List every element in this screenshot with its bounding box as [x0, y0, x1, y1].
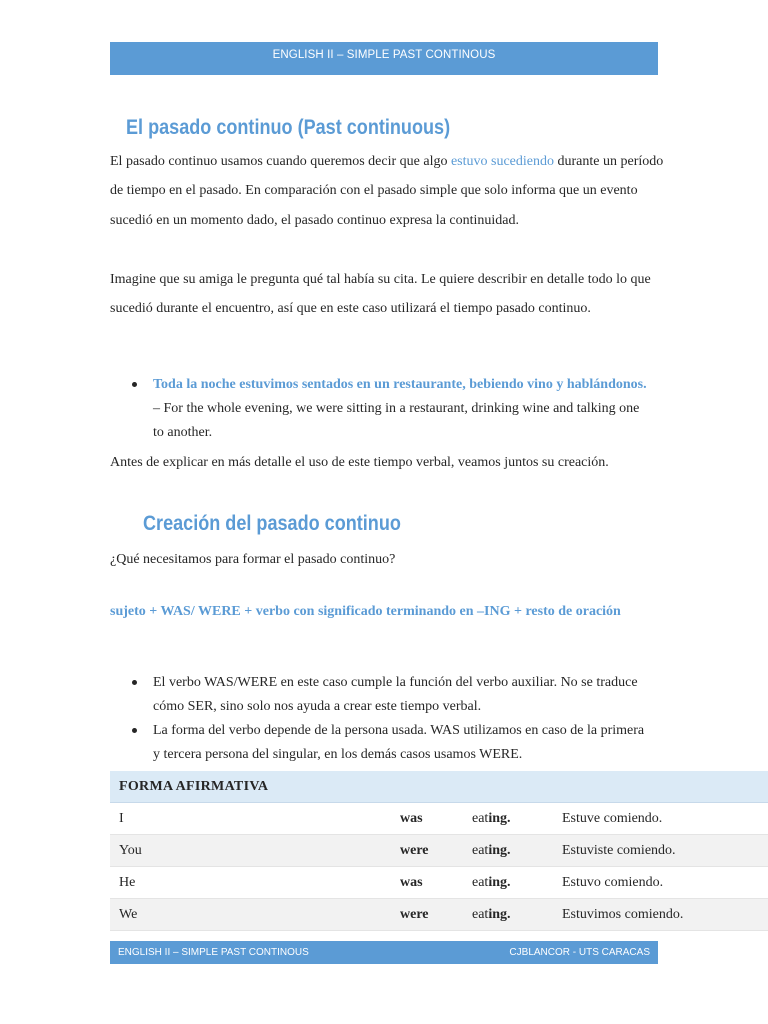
footer-left-text: ENGLISH II – SIMPLE PAST CONTINOUS	[118, 947, 309, 958]
section-heading-past-continuous: El pasado continuo (Past continuous)	[126, 116, 451, 139]
verb-stem: eat	[472, 810, 489, 826]
footer-right-text: CJBLANCOR - UTS CARACAS	[509, 947, 650, 958]
subject-cell: I	[110, 803, 400, 835]
rules-list	[110, 671, 650, 767]
subject-cell: We	[110, 899, 400, 931]
formula-text: sujeto + WAS/ WERE + verbo con significado terminando en –ING + resto de oración	[110, 604, 621, 619]
rule-item: La forma del verbo depende de la persona usada. WAS utilizamos en caso de la primera y tercera persona del singular, en los demás casos usamos WERE.	[110, 719, 650, 767]
verb-stem: eat	[472, 874, 489, 890]
intro-text-start: El pasado continuo usamos cuando queremos decir que algo	[110, 154, 451, 169]
verb-stem: eat	[472, 842, 489, 858]
example-list	[110, 373, 650, 445]
verb-ending: ing.	[488, 810, 511, 826]
aux-cell: were	[400, 899, 472, 931]
verb-cell	[472, 867, 562, 899]
translation-cell: Estuvo comiendo.	[562, 867, 768, 899]
example-english: – For the whole evening, we were sitting in a restaurant, drinking wine and talking one to another.	[153, 401, 640, 440]
intro-paragraph	[110, 147, 670, 235]
translation-cell: Estuvimos comiendo.	[562, 899, 768, 931]
footer-bar	[110, 941, 658, 964]
intro-highlight: estuvo sucediendo	[450, 154, 554, 169]
verb-stem: eat	[472, 906, 489, 922]
subject-cell: He	[110, 867, 400, 899]
table-header: FORMA AFIRMATIVA	[110, 771, 768, 803]
header-title: ENGLISH II – SIMPLE PAST CONTINOUS	[272, 49, 496, 61]
aux-cell: was	[400, 803, 472, 835]
verb-cell	[472, 803, 562, 835]
aux-cell: were	[400, 835, 472, 867]
transition-paragraph: Antes de explicar en más detalle el uso de este tiempo verbal, veamos juntos su creación.	[110, 455, 609, 470]
table-row	[110, 867, 768, 899]
affirmative-table	[110, 771, 768, 931]
table-row	[110, 803, 768, 835]
translation-cell: Estuviste comiendo.	[562, 835, 768, 867]
verb-cell	[472, 899, 562, 931]
question-paragraph: ¿Qué necesitamos para formar el pasado continuo?	[110, 552, 396, 567]
header-bar	[110, 42, 658, 75]
section-heading-creation: Creación del pasado continuo	[143, 512, 401, 535]
example-spanish: Toda la noche estuvimos sentados en un restaurante, bebiendo vino y hablándonos.	[153, 377, 647, 392]
verb-ending: ing.	[488, 842, 511, 858]
verb-ending: ing.	[488, 874, 511, 890]
example-item	[110, 373, 650, 445]
example-context-paragraph: Imagine que su amiga le pregunta qué tal había su cita. Le quiere describir en detalle todo lo que sucedió durante el encuentro, así que en este caso utilizará el tiempo pasado continuo.	[110, 272, 651, 317]
rule-item: El verbo WAS/WERE en este caso cumple la función del verbo auxiliar. No se traduce cómo SER, sino solo nos ayuda a crear este tiempo verbal.	[110, 671, 650, 719]
aux-cell: was	[400, 867, 472, 899]
intro-text-end: durante un período de tiempo en el pasado. En comparación con el pasado simple que solo informa que un evento sucedió en un momento dado, el pasado continuo expresa la continuidad.	[110, 154, 664, 228]
verb-cell	[472, 835, 562, 867]
table-header-row	[110, 771, 768, 803]
table-row	[110, 899, 768, 931]
verb-ending: ing.	[488, 906, 511, 922]
table-row	[110, 835, 768, 867]
translation-cell: Estuve comiendo.	[562, 803, 768, 835]
subject-cell: You	[110, 835, 400, 867]
